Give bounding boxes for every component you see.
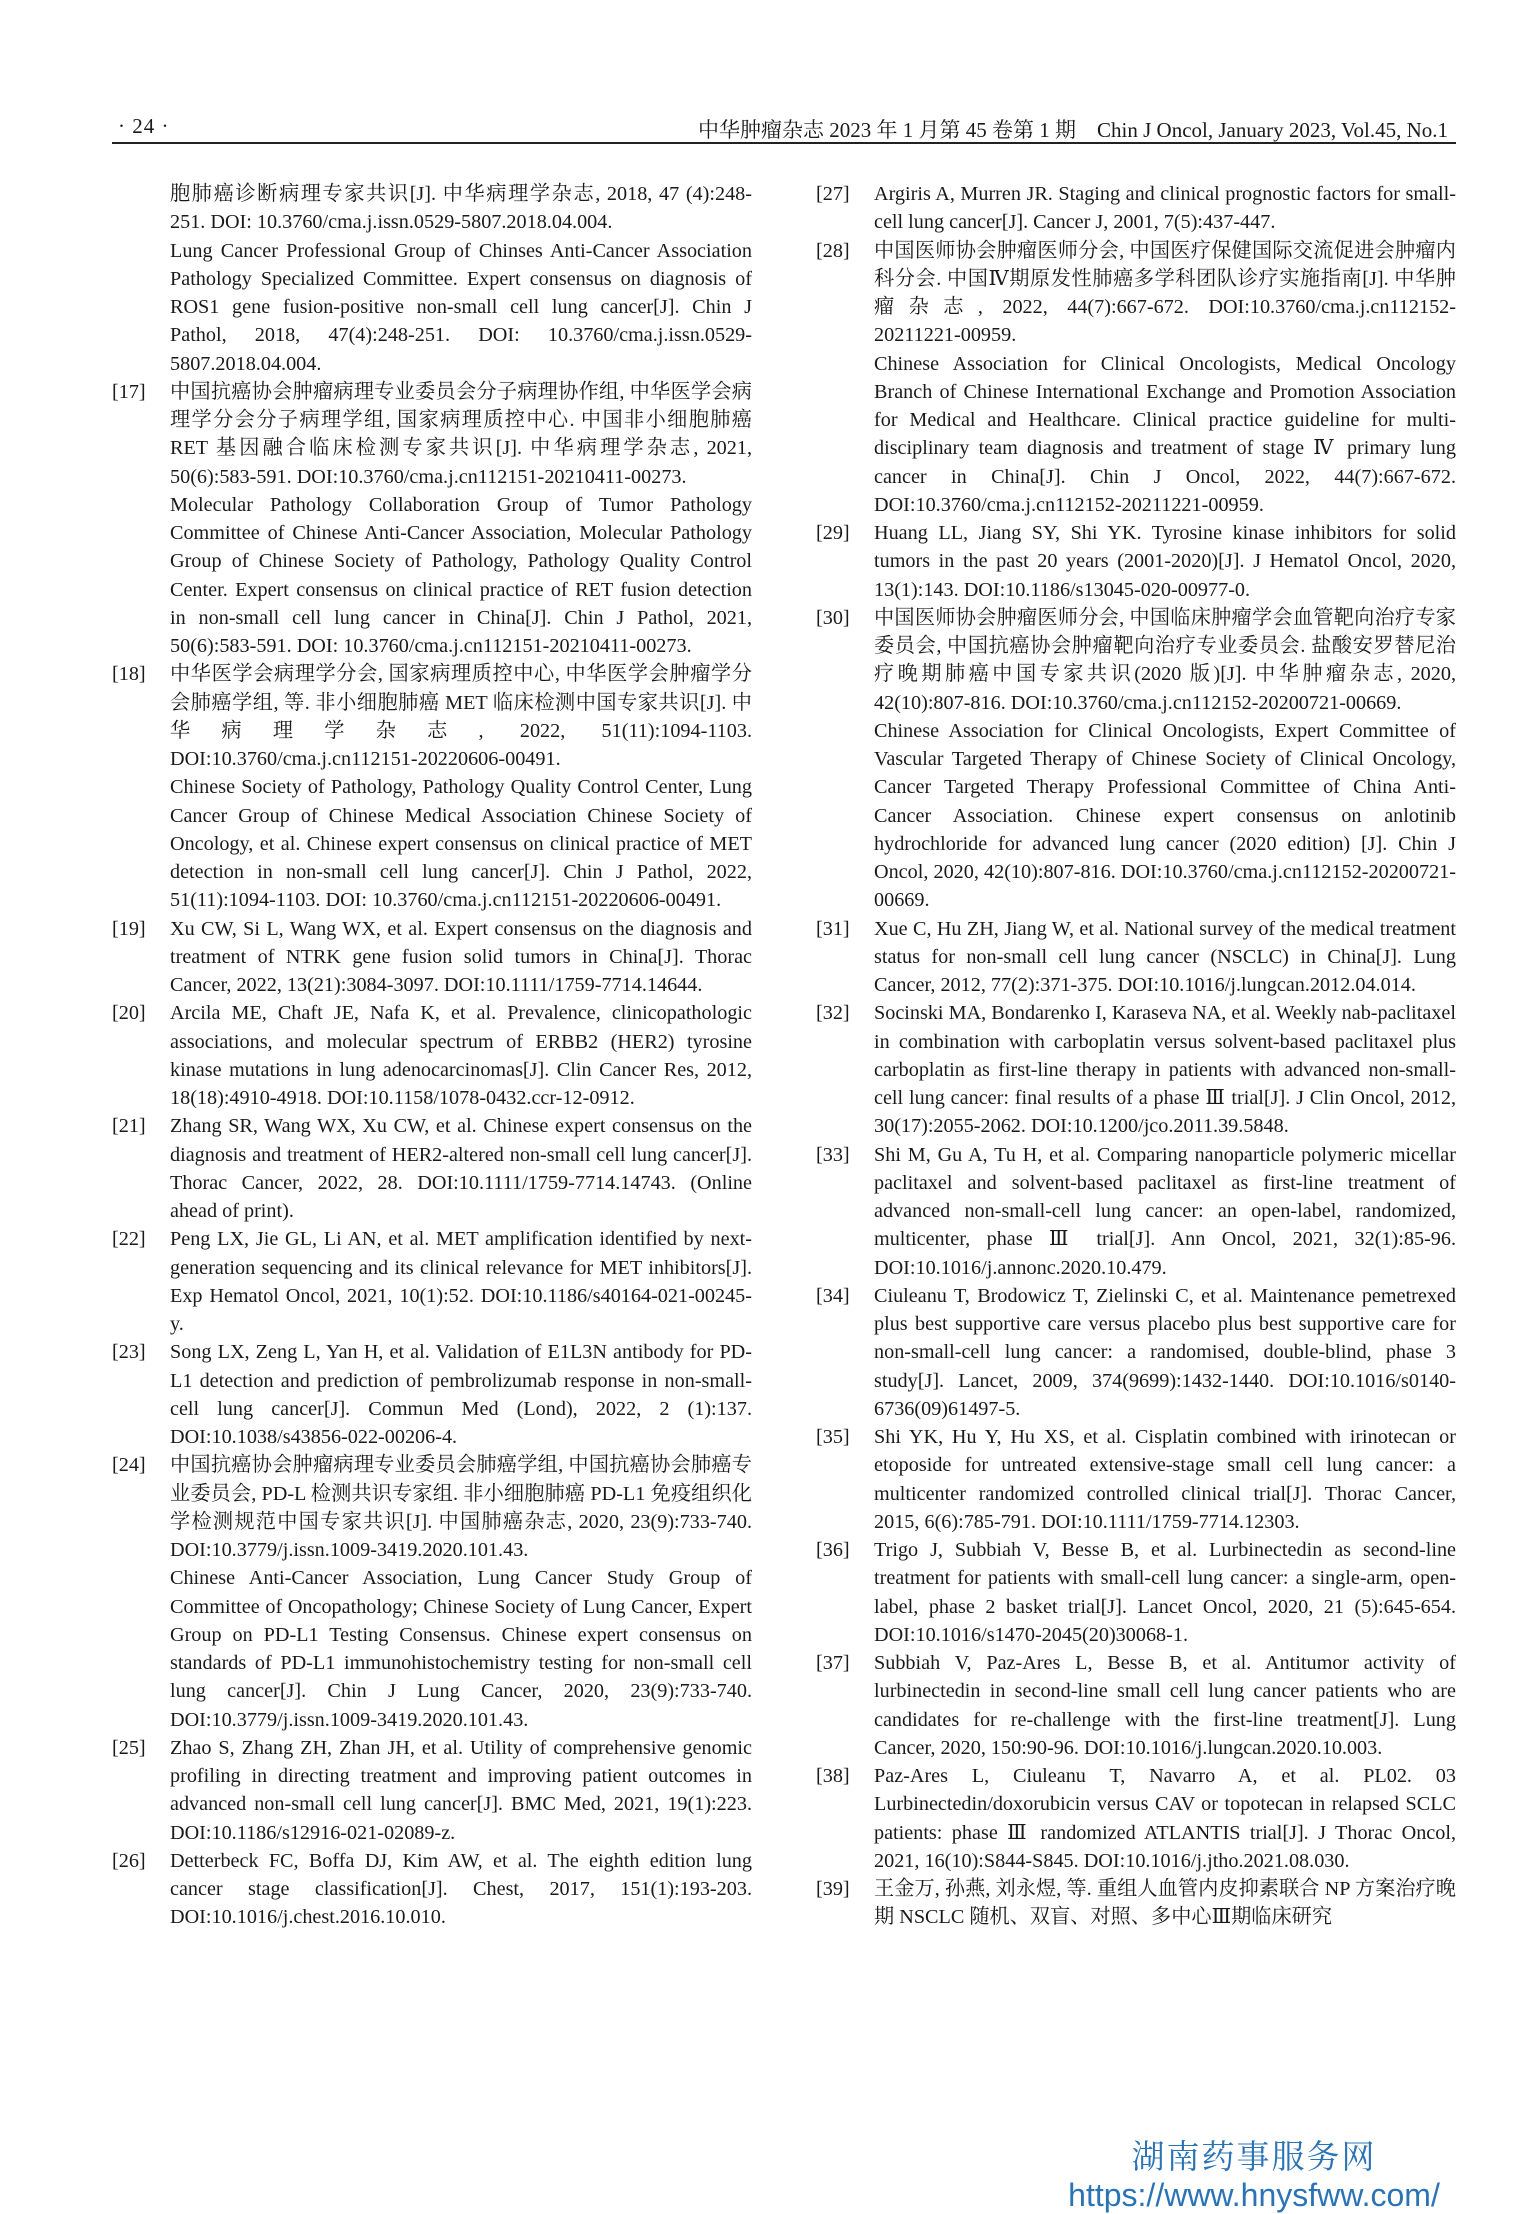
reference-text: Huang LL, Jiang SY, Shi YK. Tyrosine kinase inhibitors for solid tumors in the past 20 years (2001-2020)[J]. J Hematol Oncol, 2020, 13(1):143. DOI:10.1186/s13045-020-00977-0. [874,522,1456,601]
reference-number: [31] [816,917,850,940]
reference-text: 中国抗癌协会肿瘤病理专业委员会分子病理协作组, 中华医学会病理学分会分子病理学组, 国家病理质控中心. 中国非小细胞肺癌 RET 基因融合临床检测专家共识[J]. 中华病理学杂志, 2021, 50(6):583-591. DOI:10.3760/cma.j.cn112151-20210411-00273. [170,380,752,488]
reference-text: Socinski MA, Bondarenko I, Karaseva NA, et al. Weekly nab-paclitaxel in combination with carboplatin versus solvent-based paclitaxel plus carboplatin as first-line therapy in patients with advanced non-small-cell lung cancer: final results of a phase Ⅲ trial[J]. J Clin Oncol, 2012, 30(17):2055-2062. DOI:10.1200/jco.2011.39.5848. [874,1002,1456,1138]
reference-number: [25] [112,1736,146,1759]
reference-entry [816,1141,1456,1282]
reference-text: Arcila ME, Chaft JE, Nafa K, et al. Prevalence, clinicopathologic associations, and molecular spectrum of ERBB2 (HER2) tyrosine kinase mutations in lung adenocarcinomas[J]. Clin Cancer Res, 2012, 18(18):4910-4918. DOI:10.1158/1078-0432.ccr-12-0912. [170,1002,752,1109]
reference-text: Ciuleanu T, Brodowicz T, Zielinski C, et al. Maintenance pemetrexed plus best supportive care versus placebo plus best supportive care for non-small-cell lung cancer: a randomised, double-blind, phase 3 study[J]. Lancet, 2009, 374(9699):1432-1440. DOI:10.1016/s0140-6736(09)61497-5. [874,1284,1456,1420]
reference-number: [23] [112,1341,146,1364]
reference-text: Xu CW, Si L, Wang WX, et al. Expert consensus on the diagnosis and treatment of NTRK gene fusion solid tumors in China[J]. Thorac Cancer, 2022, 13(21):3084-3097. DOI:10.1111/1759-7714.14644. [170,917,752,996]
reference-entry [816,237,1456,520]
reference-text-translation: Lung Cancer Professional Group of Chinses Anti-Cancer Association Pathology Specialized Committee. Expert consensus on diagnosis of ROS1 gene fusion-positive non-small cell lung cancer[J]. Chin J Pathol, 2018, 47(4):248-251. DOI: 10.3760/cma.j.issn.0529-5807.2018.04.004. [170,239,752,375]
reference-number: [33] [816,1143,850,1166]
reference-number: [28] [816,239,850,262]
page-number: · 24 · [118,114,170,138]
reference-number: [20] [112,1002,146,1025]
journal-citation: 中华肿瘤杂志 2023 年 1 月第 45 卷第 1 期 Chin J Oncol, January 2023, Vol.45, No.1 [698,118,1448,142]
reference-entry [112,1225,752,1338]
reference-entry [112,1112,752,1225]
reference-number: [26] [112,1849,146,1872]
reference-text: Zhao S, Zhang ZH, Zhan JH, et al. Utility of comprehensive genomic profiling in directing treatment and improving patient outcomes in advanced non-small cell lung cancer[J]. BMC Med, 2021, 19(1):223. DOI:10.1186/s12916-021-02089-z. [170,1736,752,1844]
reference-number: [38] [816,1765,850,1787]
reference-number: [36] [816,1539,850,1561]
reference-text: 中华医学会病理学分会, 国家病理质控中心, 中华医学会肿瘤学分会肺癌学组, 等. 非小细胞肺癌 MET 临床检测中国专家共识[J]. 中华病理学杂志, 2022, 51(11):1094-1103. DOI:10.3760/cma.j.cn112151-20220606-00491. [170,663,752,770]
reference-entry [112,915,752,1000]
reference-entry [112,660,752,914]
reference-number: [30] [816,606,850,629]
reference-entry [816,604,1456,915]
reference-entry [816,1649,1456,1762]
reference-text: Subbiah V, Paz-Ares L, Besse B, et al. Antitumor activity of lurbinectedin in second-line small cell lung cancer patients who are candidates for re-challenge with the first-line treatment[J]. Lung Cancer, 2020, 150:90-96. DOI:10.1016/j.lungcan.2020.10.003. [874,1652,1456,1759]
reference-entry [816,1875,1456,1932]
reference-entry [816,519,1456,604]
reference-text-translation: Chinese Society of Pathology, Pathology Quality Control Center, Lung Cancer Group of Chinese Medical Association Chinese Society of Oncology, et al. Chinese expert consensus on clinical practice of MET detection in non-small cell lung cancer[J]. Chin J Pathol, 2022, 51(11):1094-1103. DOI: 10.3760/cma.j.cn112151-20220606-00491. [170,776,752,912]
reference-entry [816,1423,1456,1536]
reference-entry [816,180,1456,237]
reference-column-left [112,180,752,1932]
reference-number: [34] [816,1284,850,1307]
reference-entry [816,999,1456,1140]
reference-text: Song LX, Zeng L, Yan H, et al. Validation of E1L3N antibody for PD-L1 detection and prediction of pembrolizumab response in non-small-cell lung cancer[J]. Commun Med (Lond), 2022, 2 (1):137. DOI:10.1038/s43856-022-00206-4. [170,1341,752,1448]
reference-entry [816,1282,1456,1423]
watermark-url[interactable]: https://www.hnysfww.com/ [1068,2177,1440,2213]
reference-number: [27] [816,183,850,205]
reference-text: Trigo J, Subbiah V, Besse B, et al. Lurbinectedin as second-line treatment for patients with small-cell lung cancer: a single-arm, open-label, phase 2 basket trial[J]. Lancet Oncol, 2020, 21 (5):645-654. DOI:10.1016/s1470-2045(20)30068-1. [874,1539,1456,1646]
reference-number: [29] [816,522,850,544]
reference-text: 中国抗癌协会肿瘤病理专业委员会肺癌学组, 中国抗癌协会肺癌专业委员会, PD-L 检测共识专家组. 非小细胞肺癌 PD-L1 免疫组织化学检测规范中国专家共识[J]. 中国肺癌杂志, 2020, 23(9):733-740. DOI:10.3779/j.issn.1009-3419.2020.101.43. [170,1454,752,1561]
reference-text: 胞肺癌诊断病理专家共识[J]. 中华病理学杂志, 2018, 47 (4):248-251. DOI: 10.3760/cma.j.issn.0529-5807.2018.04.004. [170,183,752,234]
watermark-text: 湖南药事服务网 [1131,2137,1377,2176]
running-header [112,108,1456,144]
watermark [1044,2138,1464,2214]
reference-number: [37] [816,1652,850,1674]
reference-entry [112,999,752,1112]
reference-number: [24] [112,1454,146,1477]
reference-text-translation: Chinese Association for Clinical Oncologists, Expert Committee of Vascular Targeted Therapy of Chinese Society of Clinical Oncology, Cancer Targeted Therapy Professional Committee of China Anti-Cancer Association. Chinese expert consensus on anlotinib hydrochloride for advanced lung cancer (2020 edition) [J]. Chin J Oncol, 2020, 42(10):807-816. DOI:10.3760/cma.j.cn112152-20200721-00669. [874,719,1456,912]
reference-entry [112,1847,752,1932]
reference-number: [35] [816,1426,850,1448]
reference-text-translation: Chinese Anti-Cancer Association, Lung Cancer Study Group of Committee of Oncopathology; Chinese Society of Lung Cancer, Expert Group on PD-L1 Testing Consensus. Chinese expert consensus on standards of PD-L1 immunohistochemistry testing for non-small cell lung cancer[J]. Chin J Lung Cancer, 2020, 23(9):733-740. DOI:10.3779/j.issn.1009-3419.2020.101.43. [170,1567,752,1731]
reference-column-right [816,180,1456,1932]
reference-text: 王金万, 孙燕, 刘永煜, 等. 重组人血管内皮抑素联合 NP 方案治疗晚期 NSCLC 随机、双盲、对照、多中心Ⅲ期临床研究 [874,1878,1456,1929]
reference-entry [816,1536,1456,1649]
reference-text: Xue C, Hu ZH, Jiang W, et al. National survey of the medical treatment status for non-small cell lung cancer (NSCLC) in China[J]. Lung Cancer, 2012, 77(2):371-375. DOI:10.1016/j.lungcan.2012.04.014. [874,917,1456,996]
reference-text-translation: Molecular Pathology Collaboration Group of Tumor Pathology Committee of Chinese Anti-Cancer Association, Molecular Pathology Group of Chinese Society of Pathology, Pathology Quality Control Center. Expert consensus on clinical practice of RET fusion detection in non-small cell lung cancer in China[J]. Chin J Pathol, 2021, 50(6):583-591. DOI: 10.3760/cma.j.cn112151-20210411-00273. [170,493,752,657]
reference-text: Shi YK, Hu Y, Hu XS, et al. Cisplatin combined with irinotecan or etoposide for untreated extensive-stage small cell lung cancer: a multicenter randomized controlled clinical trial[J]. Thorac Cancer, 2015, 6(6):785-791. DOI:10.1111/1759-7714.12303. [874,1426,1456,1533]
reference-number: [32] [816,1002,850,1025]
reference-number: [21] [112,1115,146,1138]
reference-number: [22] [112,1228,146,1251]
reference-number: [19] [112,917,146,940]
reference-number: [17] [112,380,146,403]
reference-number: [18] [112,663,146,686]
reference-text-translation: Chinese Association for Clinical Oncologists, Medical Oncology Branch of Chinese International Exchange and Promotion Association for Medical and Healthcare. Clinical practice guideline for multi-disciplinary team diagnosis and treatment of stage Ⅳ primary lung cancer in China[J]. Chin J Oncol, 2022, 44(7):667-672. DOI:10.3760/cma.j.cn112152-20211221-00959. [874,352,1456,516]
reference-entry [816,1762,1456,1875]
reference-text: Shi M, Gu A, Tu H, et al. Comparing nanoparticle polymeric micellar paclitaxel and solvent-based paclitaxel as first-line treatment of advanced non-small-cell lung cancer: an open-label, randomized, multicenter, phase Ⅲ trial[J]. Ann Oncol, 2021, 32(1):85-96. DOI:10.1016/j.annonc.2020.10.479. [874,1143,1456,1279]
reference-text: 中国医师协会肿瘤医师分会, 中国医疗保健国际交流促进会肿瘤内科分会. 中国Ⅳ期原发性肺癌多学科团队诊疗实施指南[J]. 中华肿瘤杂志, 2022, 44(7):667-672. DOI:10.3760/cma.j.cn112152-20211221-00959. [874,239,1456,347]
reference-entry [112,1734,752,1847]
reference-text: Paz-Ares L, Ciuleanu T, Navarro A, et al. PL02. 03 Lurbinectedin/doxorubicin versus CAV or topotecan in relapsed SCLC patients: phase Ⅲ randomized ATLANTIS trial[J]. J Thorac Oncol, 2021, 16(10):S844-S845. DOI:10.1016/j.jtho.2021.08.030. [874,1765,1456,1872]
reference-entry [112,1338,752,1451]
reference-number: [39] [816,1878,850,1900]
reference-text: 中国医师协会肿瘤医师分会, 中国临床肿瘤学会血管靶向治疗专家委员会, 中国抗癌协会肿瘤靶向治疗专业委员会. 盐酸安罗替尼治疗晚期肺癌中国专家共识(2020 版)[J]. 中华肿瘤杂志, 2020, 42(10):807-816. DOI:10.3760/cma.j.cn112152-20200721-00669. [874,606,1456,714]
reference-text: Peng LX, Jie GL, Li AN, et al. MET amplification identified by next-generation sequencing and its clinical relevance for MET inhibitors[J]. Exp Hematol Oncol, 2021, 10(1):52. DOI:10.1186/s40164-021-00245-y. [170,1228,752,1335]
reference-entry [112,378,752,661]
reference-text: Detterbeck FC, Boffa DJ, Kim AW, et al. The eighth edition lung cancer stage classification[J]. Chest, 2017, 151(1):193-203. DOI:10.1016/j.chest.2016.10.010. [170,1849,752,1929]
reference-entry [816,915,1456,1000]
reference-text: Argiris A, Murren JR. Staging and clinical prognostic factors for small-cell lung cancer[J]. Cancer J, 2001, 7(5):437-447. [874,183,1456,234]
reference-entry [112,1451,752,1734]
reference-entry [112,180,752,378]
reference-text: Zhang SR, Wang WX, Xu CW, et al. Chinese expert consensus on the diagnosis and treatment of HER2-altered non-small cell lung cancer[J]. Thorac Cancer, 2022, 28. DOI:10.1111/1759-7714.14743. (Online ahead of print). [170,1115,752,1222]
